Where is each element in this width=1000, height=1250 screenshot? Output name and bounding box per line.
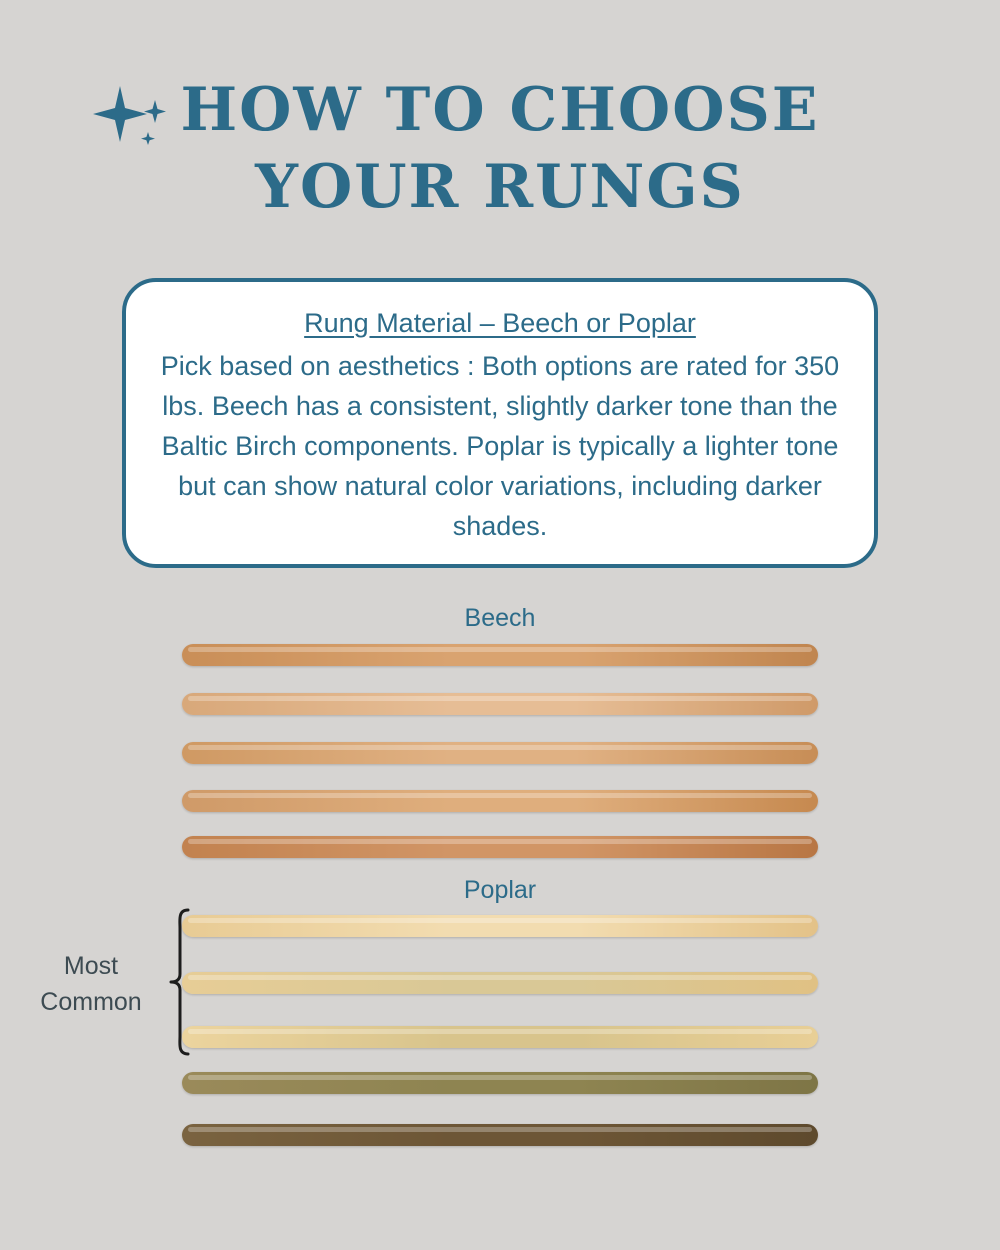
beech-rung-sample-1 <box>182 644 818 666</box>
most-common-label-line-2: Common <box>40 988 142 1017</box>
poplar-rung-sample-1 <box>182 915 818 937</box>
poplar-rung-sample-2 <box>182 972 818 994</box>
page-title-line-2: YOUR RUNGS <box>255 151 745 222</box>
beech-rung-sample-3 <box>182 742 818 764</box>
most-common-label <box>20 948 162 1021</box>
page-title <box>0 72 1000 226</box>
poplar-rung-sample-5 <box>182 1124 818 1146</box>
poplar-rung-sample-4 <box>182 1072 818 1094</box>
info-card <box>122 278 878 568</box>
section-label-beech: Beech <box>464 604 536 632</box>
page-title-line-1: HOW TO CHOOSE <box>180 75 820 145</box>
poplar-rung-sample-3 <box>182 1026 818 1048</box>
beech-rung-sample-4 <box>182 790 818 812</box>
most-common-label-line-1: Most <box>63 952 119 980</box>
info-card-body: Pick based on aesthetics : Both options are rated for 350 lbs. Beech has a consistent, slightly darker tone than the Baltic Birch components. Poplar is typically a lighter tone but can show natural color variations, including darker shades. <box>160 351 840 541</box>
beech-rung-sample-2 <box>182 693 818 715</box>
curly-brace-icon <box>168 908 192 1056</box>
page-header <box>0 72 1000 226</box>
info-card-heading: Rung Material – Beech or Poplar <box>304 308 696 338</box>
beech-rung-sample-5 <box>182 836 818 858</box>
section-label-poplar: Poplar <box>463 876 537 904</box>
